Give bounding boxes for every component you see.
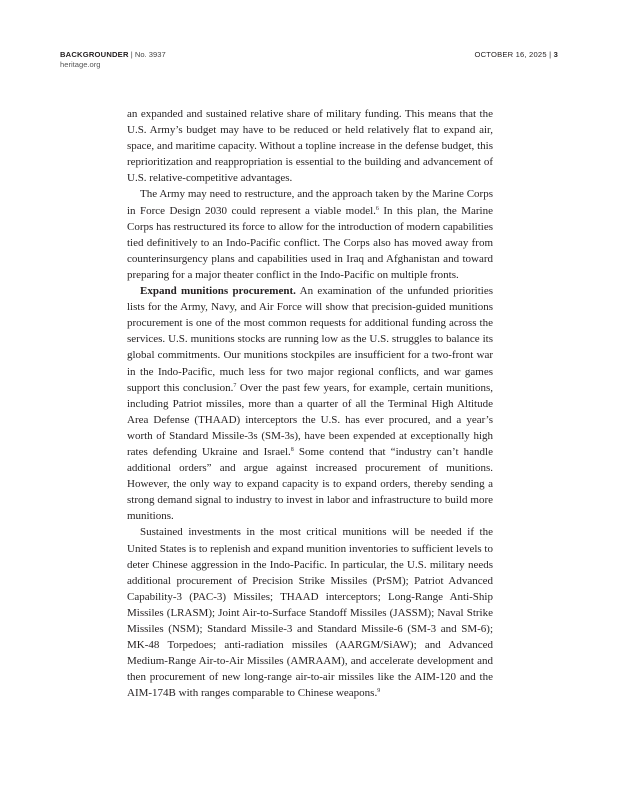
page-header-left — [60, 50, 166, 70]
paragraph-1: an expanded and sustained relative share of military funding. This means that the U.S. Army’s budget may have to be reduced or held relatively flat to expand air, space, and maritime capacity. Without a topline increase in the defense budget, this reprioritization and reappropriation is essential to the building and advancement of U.S. relative-competitive advantages. — [127, 108, 493, 185]
paragraph-4-text: Sustained investments in the most critical munitions will be needed if the United States is to replenish and expand munition inventories to sufficient levels to deter Chinese aggression in the Indo-Pacific. In particular, the U.S. military needs additional procurement of Precision Strike Missiles (PrSM); Patriot Advanced Capability-3 (PAC-3) Missiles; THAAD interceptors; Long-Range Anti-Ship Missiles (LRASM); Joint Air-to-Surface Standoff Missiles (JASSM); Naval Strike Missiles (NSM); Standard Missile-3 and Standard Missile-6 (SM-3 and SM-6); MK-48 Torpedoes; anti-radiation missiles (AARGM/SiAW); and Advanced Medium-Range Air-to-Air Missiles (AMRAAM), and accelerate development and then procurement of new long-range air-to-air missiles like the AIM-120 and the AIM-174B with ranges comparable to Chinese weapons. — [127, 526, 493, 700]
header-separator: | — [128, 50, 135, 59]
page-header-right — [474, 50, 558, 60]
footnote-ref-8[interactable]: 8 — [290, 446, 294, 453]
paragraph-3-text-c: Some contend that “industry can’t handle additional orders” and argue against increased procurement of munitions. However, the only way to expand capacity is to expand orders, thereby sending a strong demand signal to industry to invest in labor and infrastructure to build more munitions. — [127, 445, 493, 523]
footnote-ref-9[interactable]: 9 — [377, 688, 381, 695]
section-heading: Expand munitions procurement. — [140, 285, 296, 298]
publication-number: No. 3937 — [134, 50, 166, 59]
footnote-ref-6[interactable]: 6 — [375, 205, 379, 212]
paragraph-3 — [127, 283, 493, 524]
paragraph-3-text-a: An examination of the unfunded priorities lists for the Army, Navy, and Air Force will show that precision-guided munitions procurement is one of the most common requests for additional funding across the services. U.S. munitions stocks are running low as the U.S. struggles to balance its global commitments. Our munitions stockpiles are insufficient for a two-front war in the Indo-Pacific, much less for two major regional conflicts, and war games support this conclusion. — [127, 285, 493, 394]
site-url: heritage.org — [60, 60, 101, 69]
publication-date: OCTOBER 16, 2025 — [474, 50, 547, 59]
paragraph-2 — [127, 186, 493, 283]
date-separator: | — [546, 50, 554, 59]
footnote-ref-7[interactable]: 7 — [233, 382, 237, 389]
paragraph-4 — [127, 524, 493, 701]
body-text — [127, 106, 493, 701]
page-number: 3 — [553, 50, 558, 59]
publication-series: BACKGROUNDER — [60, 50, 129, 59]
paragraph-2-text-a: The Army may need to restructure, and the approach taken by the Marine Corps in Force Design 2030 could represent a viable model. — [127, 188, 493, 217]
paragraph-3-text-b: Over the past few years, for example, certain munitions, including Patriot missiles, more than a quarter of all the Terminal High Altitude Area Defense (THAAD) interceptors the U.S. has ever procured, and a year’s worth of Standard Missile-3s (SM-3s), have been expended at exceptionally high rates defending Ukraine and Israel. — [127, 381, 493, 458]
paragraph-2-text-b: In this plan, the Marine Corps has restructured its force to allow for the introduction of modern capabilities tied definitively to an Indo-Pacific conflict. The Corps also has moved away from counterinsurgency plans and capabilities used in Iraq and Afghanistan and toward preparing for a major theater conflict in the Indo-Pacific on multiple fronts. — [127, 204, 493, 281]
